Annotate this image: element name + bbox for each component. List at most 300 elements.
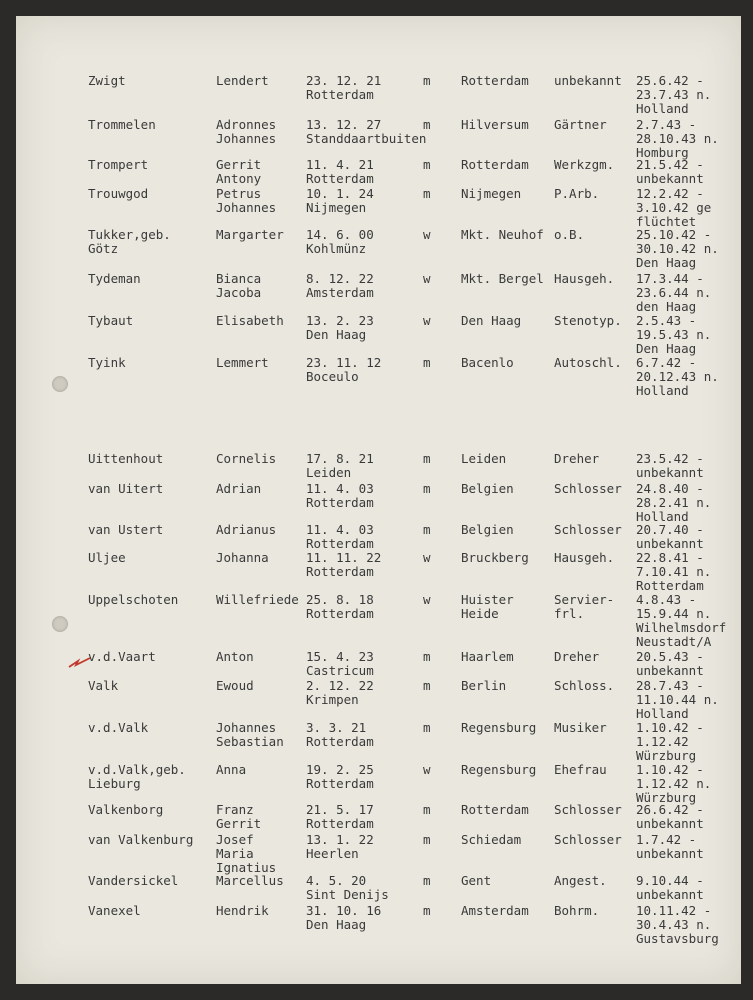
given-name (216, 874, 284, 888)
period-line: 2.7.43 - (636, 117, 697, 132)
given-name-line: Anton (216, 649, 254, 664)
period-line: unbekannt (636, 663, 704, 678)
sex-line: m (423, 157, 431, 172)
sex-line: w (423, 592, 431, 607)
birth-date-place-line: Krimpen (306, 692, 359, 707)
residence (461, 679, 506, 693)
period-line: 23.5.42 - (636, 451, 704, 466)
sex (423, 904, 431, 918)
residence (461, 523, 514, 537)
surname (88, 593, 178, 607)
residence (461, 272, 544, 286)
surname-line: Vandersickel (88, 873, 179, 888)
sex-line: m (423, 802, 431, 817)
sex-line: m (423, 649, 431, 664)
period-line: 1.10.42 - (636, 762, 704, 777)
sex-line: w (423, 762, 431, 777)
given-name-line: Bianca (216, 271, 262, 286)
period-line: 24.8.40 - (636, 481, 704, 496)
occupation-line: Autoschl. (554, 355, 622, 370)
period-line: 30.4.43 n. (636, 917, 712, 932)
occupation (554, 904, 599, 918)
occupation-line: Dreher (554, 649, 600, 664)
given-name (216, 679, 254, 693)
birth-date-place-line: Den Haag (306, 327, 367, 342)
birth-date-place (306, 158, 374, 186)
sex (423, 721, 431, 735)
birth-date-place (306, 650, 374, 678)
period-line: Wilhelmsdorf (636, 620, 727, 635)
sex-line: m (423, 522, 431, 537)
residence-line: Belgien (461, 481, 514, 496)
period-line: 1.12.42 (636, 734, 689, 749)
period (636, 763, 711, 805)
given-name-line: Anna (216, 762, 247, 777)
residence-line: Mkt. Neuhof (461, 227, 544, 242)
residence-line: Regensburg (461, 762, 537, 777)
given-name (216, 228, 284, 242)
given-name-line: Adrianus (216, 522, 277, 537)
period (636, 187, 711, 229)
birth-date-place (306, 452, 374, 480)
given-name-line: Elisabeth (216, 313, 284, 328)
sex-line: w (423, 313, 431, 328)
birth-date-place-line: 10. 1. 24 (306, 186, 374, 201)
residence-line: Rotterdam (461, 802, 529, 817)
birth-date-place (306, 721, 374, 749)
birth-date-place-line: Rotterdam (306, 776, 374, 791)
sex-line: m (423, 832, 431, 847)
occupation (554, 763, 607, 777)
birth-date-place-line: Den Haag (306, 917, 367, 932)
birth-date-place-line: 25. 8. 18 (306, 592, 374, 607)
occupation (554, 118, 607, 132)
given-name (216, 803, 261, 831)
period-line: Holland (636, 383, 689, 398)
given-name (216, 904, 269, 918)
given-name-line: Gerrit (216, 157, 262, 172)
period-line: 19.5.43 n. (636, 327, 712, 342)
period-line: 1.10.42 - (636, 720, 704, 735)
occupation (554, 314, 622, 328)
period (636, 452, 704, 480)
birth-date-place-line: 23. 11. 12 (306, 355, 382, 370)
surname-line: v.d.Valk (88, 720, 149, 735)
residence (461, 650, 514, 664)
period-line: unbekannt (636, 816, 704, 831)
period-line: Würzburg (636, 790, 697, 805)
surname-line: Tybaut (88, 313, 134, 328)
birth-date-place (306, 593, 374, 621)
occupation-line: Schloss. (554, 678, 615, 693)
sex (423, 158, 431, 172)
occupation-line: Bohrm. (554, 903, 600, 918)
period (636, 551, 711, 593)
period-line: 23.7.43 n. (636, 87, 712, 102)
period (636, 74, 711, 116)
birth-date-place (306, 356, 381, 384)
sex (423, 452, 431, 466)
given-name-line: Ignatius (216, 860, 277, 875)
given-name (216, 314, 284, 328)
given-name-line: Johannes (216, 200, 277, 215)
surname-line: Trouwgod (88, 186, 149, 201)
surname (88, 187, 148, 201)
birth-date-place-line: Rotterdam (306, 816, 374, 831)
given-name-line: Hendrik (216, 903, 269, 918)
residence-line: Belgien (461, 522, 514, 537)
occupation-line: frl. (554, 606, 585, 621)
given-name-line: Maria (216, 846, 254, 861)
birth-date-place (306, 551, 381, 579)
residence (461, 593, 514, 621)
period-line: 20.12.43 n. (636, 369, 719, 384)
residence (461, 74, 529, 88)
birth-date-place (306, 904, 381, 932)
given-name (216, 650, 254, 664)
residence (461, 833, 521, 847)
given-name-line: Adronnes (216, 117, 277, 132)
occupation (554, 874, 607, 888)
period (636, 482, 711, 524)
sex (423, 874, 431, 888)
surname (88, 833, 193, 847)
given-name (216, 763, 246, 777)
period (636, 874, 704, 902)
sex (423, 118, 431, 132)
sex (423, 187, 431, 201)
residence (461, 187, 521, 201)
given-name-line: Ewoud (216, 678, 254, 693)
period (636, 523, 704, 551)
surname (88, 158, 148, 172)
occupation-line: Servier- (554, 592, 615, 607)
occupation-line: Werkzgm. (554, 157, 615, 172)
birth-date-place-line: 4. 5. 20 (306, 873, 367, 888)
given-name (216, 593, 299, 607)
given-name (216, 523, 276, 537)
given-name-line: Jacoba (216, 285, 262, 300)
surname (88, 679, 118, 693)
occupation (554, 74, 622, 88)
residence-line: Hilversum (461, 117, 529, 132)
period-line: 6.7.42 - (636, 355, 697, 370)
residence (461, 763, 536, 777)
period-line: 30.10.42 n. (636, 241, 719, 256)
birth-date-place-line: Rotterdam (306, 171, 374, 186)
residence (461, 803, 529, 817)
surname-line: v.d.Vaart (88, 649, 156, 664)
residence-line: Bruckberg (461, 550, 529, 565)
period-line: Neustadt/A (636, 634, 712, 649)
occupation (554, 803, 622, 817)
residence (461, 118, 529, 132)
occupation (554, 679, 614, 693)
residence (461, 452, 506, 466)
occupation (554, 158, 614, 172)
birth-date-place-line: Sint Denijs (306, 887, 389, 902)
surname-line: Uljee (88, 550, 126, 565)
sex-line: m (423, 186, 431, 201)
surname (88, 228, 171, 256)
surname (88, 904, 141, 918)
given-name (216, 452, 276, 466)
occupation-line: Schlosser (554, 802, 622, 817)
birth-date-place-line: Heerlen (306, 846, 359, 861)
occupation-line: Schlosser (554, 832, 622, 847)
birth-date-place (306, 118, 426, 146)
sex-line: m (423, 355, 431, 370)
surname-line: Tyink (88, 355, 126, 370)
given-name-line: Gerrit (216, 816, 262, 831)
occupation (554, 551, 614, 565)
residence-line: Mkt. Bergel (461, 271, 544, 286)
surname (88, 523, 163, 537)
given-name-line: Johanna (216, 550, 269, 565)
period-line: 7.10.41 n. (636, 564, 712, 579)
period-line: flüchtet (636, 214, 697, 229)
residence-line: Den Haag (461, 313, 522, 328)
sex-line: w (423, 227, 431, 242)
birth-date-place-line: 17. 8. 21 (306, 451, 374, 466)
birth-date-place-line: Leiden (306, 465, 352, 480)
period (636, 158, 704, 186)
occupation-line: Ehefrau (554, 762, 607, 777)
birth-date-place-line: 14. 6. 00 (306, 227, 374, 242)
given-name-line: Lendert (216, 73, 269, 88)
period-line: unbekannt (636, 465, 704, 480)
birth-date-place-line: Amsterdam (306, 285, 374, 300)
birth-date-place-line: 13. 2. 23 (306, 313, 374, 328)
occupation-line: Schlosser (554, 522, 622, 537)
occupation-line: Stenotyp. (554, 313, 622, 328)
birth-date-place (306, 874, 389, 902)
birth-date-place (306, 679, 374, 707)
birth-date-place-line: 13. 1. 22 (306, 832, 374, 847)
birth-date-place (306, 74, 381, 102)
birth-date-place (306, 314, 374, 342)
surname-line: Lieburg (88, 776, 141, 791)
birth-date-place-line: 19. 2. 25 (306, 762, 374, 777)
sex (423, 763, 431, 777)
occupation-line: Musiker (554, 720, 607, 735)
surname-line: Uittenhout (88, 451, 164, 466)
surname (88, 482, 163, 496)
surname-line: Zwigt (88, 73, 126, 88)
birth-date-place-line: 2. 12. 22 (306, 678, 374, 693)
birth-date-place-line: 23. 12. 21 (306, 73, 382, 88)
period-line: unbekannt (636, 846, 704, 861)
birth-date-place-line: Standdaartbuiten (306, 131, 427, 146)
surname (88, 650, 156, 664)
period (636, 118, 719, 160)
given-name-line: Lemmert (216, 355, 269, 370)
birth-date-place (306, 272, 374, 300)
occupation (554, 593, 614, 621)
occupation (554, 452, 599, 466)
surname (88, 74, 126, 88)
given-name-line: Marcellus (216, 873, 284, 888)
birth-date-place-line: 13. 12. 27 (306, 117, 382, 132)
period (636, 314, 711, 356)
sex-line: m (423, 481, 431, 496)
surname-line: Valk (88, 678, 119, 693)
residence-line: Gent (461, 873, 492, 888)
period-line: 1.7.42 - (636, 832, 697, 847)
residence-line: Heide (461, 606, 499, 621)
birth-date-place-line: Boceulo (306, 369, 359, 384)
birth-date-place (306, 523, 374, 551)
birth-date-place-line: 31. 10. 16 (306, 903, 382, 918)
period-line: Rotterdam (636, 578, 704, 593)
sex (423, 314, 431, 328)
period-line: 15.9.44 n. (636, 606, 712, 621)
occupation-line: Angest. (554, 873, 607, 888)
birth-date-place-line: Rotterdam (306, 606, 374, 621)
occupation-line: Hausgeh. (554, 550, 615, 565)
birth-date-place-line: 21. 5. 17 (306, 802, 374, 817)
surname (88, 118, 156, 132)
period-line: 10.11.42 - (636, 903, 712, 918)
given-name-line: Johannes (216, 131, 277, 146)
sex (423, 650, 431, 664)
punch-hole (52, 376, 68, 392)
sex-line: m (423, 73, 431, 88)
given-name (216, 356, 269, 370)
residence-line: Nijmegen (461, 186, 522, 201)
birth-date-place-line: 11. 4. 03 (306, 522, 374, 537)
period (636, 272, 711, 314)
sex (423, 482, 431, 496)
residence-line: Haarlem (461, 649, 514, 664)
occupation (554, 650, 599, 664)
punch-hole (52, 616, 68, 632)
occupation-line: Hausgeh. (554, 271, 615, 286)
residence-line: Bacenlo (461, 355, 514, 370)
residence-line: Huister (461, 592, 514, 607)
surname-line: van Ustert (88, 522, 164, 537)
occupation (554, 228, 584, 242)
sex (423, 272, 431, 286)
birth-date-place-line: Kohlmünz (306, 241, 367, 256)
sex (423, 74, 431, 88)
occupation-line: Schlosser (554, 481, 622, 496)
residence (461, 721, 536, 735)
period (636, 721, 704, 763)
surname-line: van Valkenburg (88, 832, 194, 847)
sex (423, 833, 431, 847)
sex (423, 228, 431, 242)
birth-date-place (306, 803, 374, 831)
period (636, 803, 704, 831)
surname-line: v.d.Valk,geb. (88, 762, 186, 777)
birth-date-place-line: 11. 4. 03 (306, 481, 374, 496)
residence (461, 482, 514, 496)
sex-line: w (423, 271, 431, 286)
birth-date-place (306, 187, 374, 215)
surname-line: Valkenborg (88, 802, 164, 817)
period-line: 20.7.40 - (636, 522, 704, 537)
period-line: 23.6.44 n. (636, 285, 712, 300)
birth-date-place-line: 11. 11. 22 (306, 550, 382, 565)
document-page (16, 16, 741, 984)
period-line: 21.5.42 - (636, 157, 704, 172)
sex (423, 523, 431, 537)
period-line: unbekannt (636, 887, 704, 902)
birth-date-place-line: Rotterdam (306, 495, 374, 510)
occupation (554, 523, 622, 537)
sex-line: m (423, 678, 431, 693)
occupation (554, 356, 622, 370)
period-line: 28.10.43 n. (636, 131, 719, 146)
sex (423, 679, 431, 693)
surname (88, 721, 148, 735)
sex-line: m (423, 117, 431, 132)
residence (461, 228, 544, 242)
occupation (554, 721, 607, 735)
surname (88, 874, 178, 888)
surname-line: Götz (88, 241, 119, 256)
residence (461, 551, 529, 565)
given-name (216, 74, 269, 88)
surname-line: van Uitert (88, 481, 164, 496)
period-line: 25.6.42 - (636, 73, 704, 88)
period-line: unbekannt (636, 536, 704, 551)
occupation-line: P.Arb. (554, 186, 600, 201)
given-name (216, 158, 261, 186)
period-line: 2.5.43 - (636, 313, 697, 328)
period-line: 3.10.42 ge (636, 200, 712, 215)
residence (461, 314, 521, 328)
residence-line: Leiden (461, 451, 507, 466)
birth-date-place-line: Rotterdam (306, 536, 374, 551)
birth-date-place-line: Rotterdam (306, 564, 374, 579)
period-line: Den Haag (636, 341, 697, 356)
surname (88, 272, 141, 286)
period-line: unbekannt (636, 171, 704, 186)
period-line: 22.8.41 - (636, 550, 704, 565)
given-name-line: Johannes (216, 720, 277, 735)
residence-line: Rotterdam (461, 157, 529, 172)
period-line: Würzburg (636, 748, 697, 763)
given-name (216, 187, 276, 215)
period (636, 650, 704, 678)
sex (423, 803, 431, 817)
period-line: Homburg (636, 145, 689, 160)
sex-line: w (423, 550, 431, 565)
period-line: 17.3.44 - (636, 271, 704, 286)
period-line: 9.10.44 - (636, 873, 704, 888)
given-name-line: Franz (216, 802, 254, 817)
residence-line: Amsterdam (461, 903, 529, 918)
surname (88, 551, 126, 565)
occupation (554, 187, 599, 201)
sex-line: m (423, 451, 431, 466)
period-line: 12.2.42 - (636, 186, 704, 201)
birth-date-place-line: Castricum (306, 663, 374, 678)
surname (88, 314, 133, 328)
given-name-line: Margarter (216, 227, 284, 242)
residence-line: Rotterdam (461, 73, 529, 88)
birth-date-place-line: Rotterdam (306, 87, 374, 102)
occupation-line: o.B. (554, 227, 585, 242)
period (636, 356, 719, 398)
given-name (216, 721, 284, 749)
birth-date-place-line: 8. 12. 22 (306, 271, 374, 286)
period-line: 20.5.43 - (636, 649, 704, 664)
birth-date-place-line: Nijmegen (306, 200, 367, 215)
period-line: Holland (636, 101, 689, 116)
